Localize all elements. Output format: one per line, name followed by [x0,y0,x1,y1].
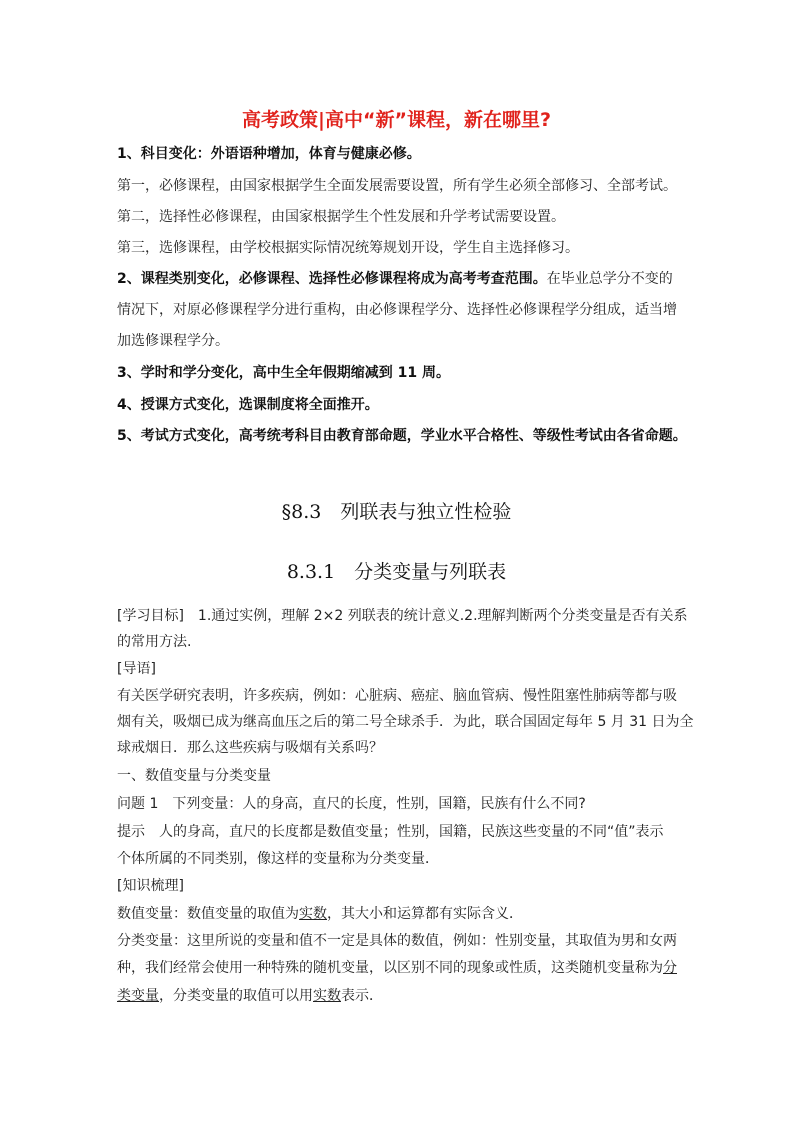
categorical-def-text: 种，我们经常会使用一种特殊的随机变量，以区别不同的现象或性质，这类随机变量称为 [117,960,663,976]
intro-label: [导语] [117,661,156,677]
knowledge-label: [知识梳理] [117,878,184,894]
policy-item-2-bold: 2、课程类别变化，必修课程、选择性必修课程将成为高考考查范围。 [117,271,547,287]
policy-item-4: 4、授课方式变化，选课制度将全面推开。 [117,397,379,413]
learning-goals-line2: 的常用方法. [117,634,192,650]
question-1: 问题 1 下列变量：人的身高，直尺的长度，性别，国籍，民族有什么不同? [117,796,586,812]
categorical-def-text-end: 表示． [341,988,383,1004]
section-subtitle: 8.3.1 分类变量与列联表 [286,561,507,583]
numeric-variable-definition [117,904,523,924]
hint-line1: 提示 人的身高，直尺的长度都是数值变量；性别，国籍，民族这些变量的不同“值”表示 [117,824,664,840]
policy-item-2-rest: 在毕业总学分不变的 [546,271,673,287]
hint-line2: 个体所属的不同类别，像这样的变量称为分类变量． [117,851,439,867]
policy-item-1: 1、科目变化：外语语种增加，体育与健康必修。 [117,146,421,162]
policy-item-3: 3、学时和学分变化，高中生全年假期缩减到 11 周。 [117,365,450,381]
intro-line2: 烟有关，吸烟已成为继高血压之后的第二号全球杀手．为此，联合国固定每年 5 月 31 日为全 [117,714,694,730]
numeric-def-text-end: ，其大小和运算都有实际含义． [327,906,523,922]
intro-line1: 有关医学研究表明，许多疾病，例如：心脏病、癌症、脑血管病、慢性阻塞性肺病等都与吸 [117,688,677,704]
categorical-def-text-mid: ，分类变量的取值可以用 [159,988,313,1004]
section-title: §8.3 列联表与独立性检验 [281,501,512,523]
policy-item-5: 5、考试方式变化，高考统考科目由教育部命题，学业水平合格性、等级性考试由各省命题。 [117,428,687,444]
categorical-def-blank-2: 实数 [313,988,341,1004]
numeric-def-text: 数值变量：数值变量的取值为 [117,906,299,922]
intro-line3: 球戒烟日．那么这些疾病与吸烟有关系吗？ [117,740,383,756]
categorical-def-line2 [117,958,677,978]
categorical-def-blank-start: 分 [663,960,677,976]
policy-item-1b: 第二，选择性必修课程，由国家根据学生个性发展和升学考试需要设置。 [117,209,565,225]
page-title: 高考政策|高中“新”课程，新在哪里? [242,109,551,131]
policy-item-1c: 第三，选修课程，由学校根据实际情况统筹规划开设，学生自主选择修习。 [117,240,579,256]
policy-item-1a: 第一，必修课程，由国家根据学生全面发展需要设置，所有学生必须全部修习、全部考试。 [117,178,677,194]
part-1-heading: 一、数值变量与分类变量 [117,768,271,784]
policy-item-2-line3: 加选修课程学分。 [117,333,229,349]
learning-goals-line1: [学习目标] 1.通过实例，理解 2×2 列联表的统计意义.2.理解判断两个分类变量是否有关系 [117,608,688,624]
numeric-def-blank: 实数 [299,906,327,922]
categorical-def-line1: 分类变量：这里所说的变量和值不一定是具体的数值，例如：性别变量，其取值为男和女两 [117,933,677,949]
categorical-def-blank-end: 类变量 [117,988,159,1004]
policy-item-2 [117,269,673,289]
categorical-def-line3 [117,986,383,1006]
policy-item-2-line2: 情况下，对原必修课程学分进行重构，由必修课程学分、选择性必修课程学分组成，适当增 [117,302,677,318]
